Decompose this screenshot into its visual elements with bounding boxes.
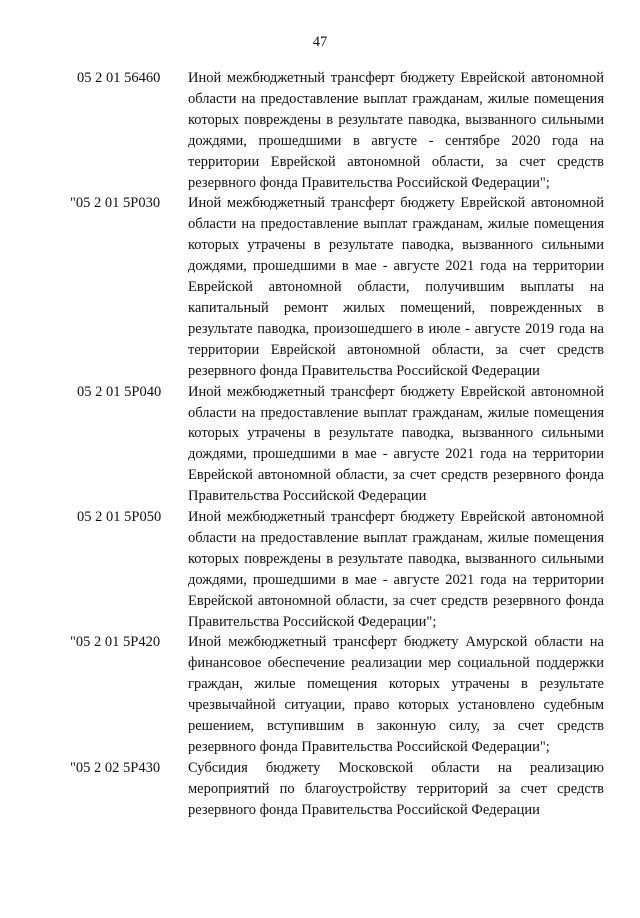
budget-description: Иной межбюджетный трансферт бюджету Еврейской автономной области на предоставление выплат гражданам, жилые помещения которых повреждены в результате паводка, вызванного сильными дождями, прошедшими в августе - сентябре 2020 года на территории Еврейской автономной области, за счет средств резервного фонда Правительства Российской Федерации"; xyxy=(188,70,604,191)
budget-description: Субсидия бюджету Московской области на реализацию мероприятий по благоустройству территорий за счет средств резервного фонда Правительства Российской Федерации xyxy=(188,759,604,818)
list-item xyxy=(70,193,606,381)
budget-codes-list xyxy=(70,68,606,821)
list-item xyxy=(70,68,606,193)
list-item xyxy=(70,758,606,821)
page-number: 47 xyxy=(312,34,328,50)
budget-code: "05 2 02 5P430 xyxy=(70,759,161,776)
budget-code: "05 2 01 5P030 xyxy=(70,195,161,212)
budget-code: 05 2 01 56460 xyxy=(77,70,161,86)
budget-code: "05 2 01 5P420 xyxy=(70,634,161,651)
list-item xyxy=(70,382,606,507)
budget-description: Иной межбюджетный трансферт бюджету Амурской области на финансовое обеспечение реализации мер социальной поддержки граждан, жилые помещения которых утрачены в результате чрезвычайной ситуации, право которых установлено судебным решением, вступившим в законную силу, за счет средств резервного фонда Правительства Российской Федерации"; xyxy=(188,634,604,755)
list-item xyxy=(70,507,606,632)
budget-description: Иной межбюджетный трансферт бюджету Еврейской автономной области на предоставление выплат гражданам, жилые помещения которых утрачены в результате паводка, вызванного сильными дождями, прошедшими в мае - августе 2021 года на территории Еврейской автономной области, за счет средств резервного фонда Правительства Российской Федерации xyxy=(188,383,604,505)
budget-code: 05 2 01 5P040 xyxy=(77,383,162,400)
budget-description: Иной межбюджетный трансферт бюджету Еврейской автономной области на предоставление выплат гражданам, жилые помещения которых повреждены в результате паводка, вызванного сильными дождями, прошедшими в мае - августе 2021 года на территории Еврейской автономной области, за счет средств резервного фонда Правительства Российской Федерации"; xyxy=(188,509,604,630)
list-item xyxy=(70,632,606,757)
budget-code: 05 2 01 5P050 xyxy=(77,509,162,526)
budget-description: Иной межбюджетный трансферт бюджету Еврейской автономной области на предоставление выплат гражданам, жилые помещения которых утрачены в результате паводка, вызванного сильными дождями, прошедшими в мае - августе 2021 года на территории Еврейской автономной области, получившим выплаты на капитальный ремонт жилых помещений, поврежденных в результате паводка, произошедшего в июле - августе 2019 года на территории Еврейской автономной области, за счет средств резервного фонда Правительства Российской Федерации xyxy=(188,195,604,379)
